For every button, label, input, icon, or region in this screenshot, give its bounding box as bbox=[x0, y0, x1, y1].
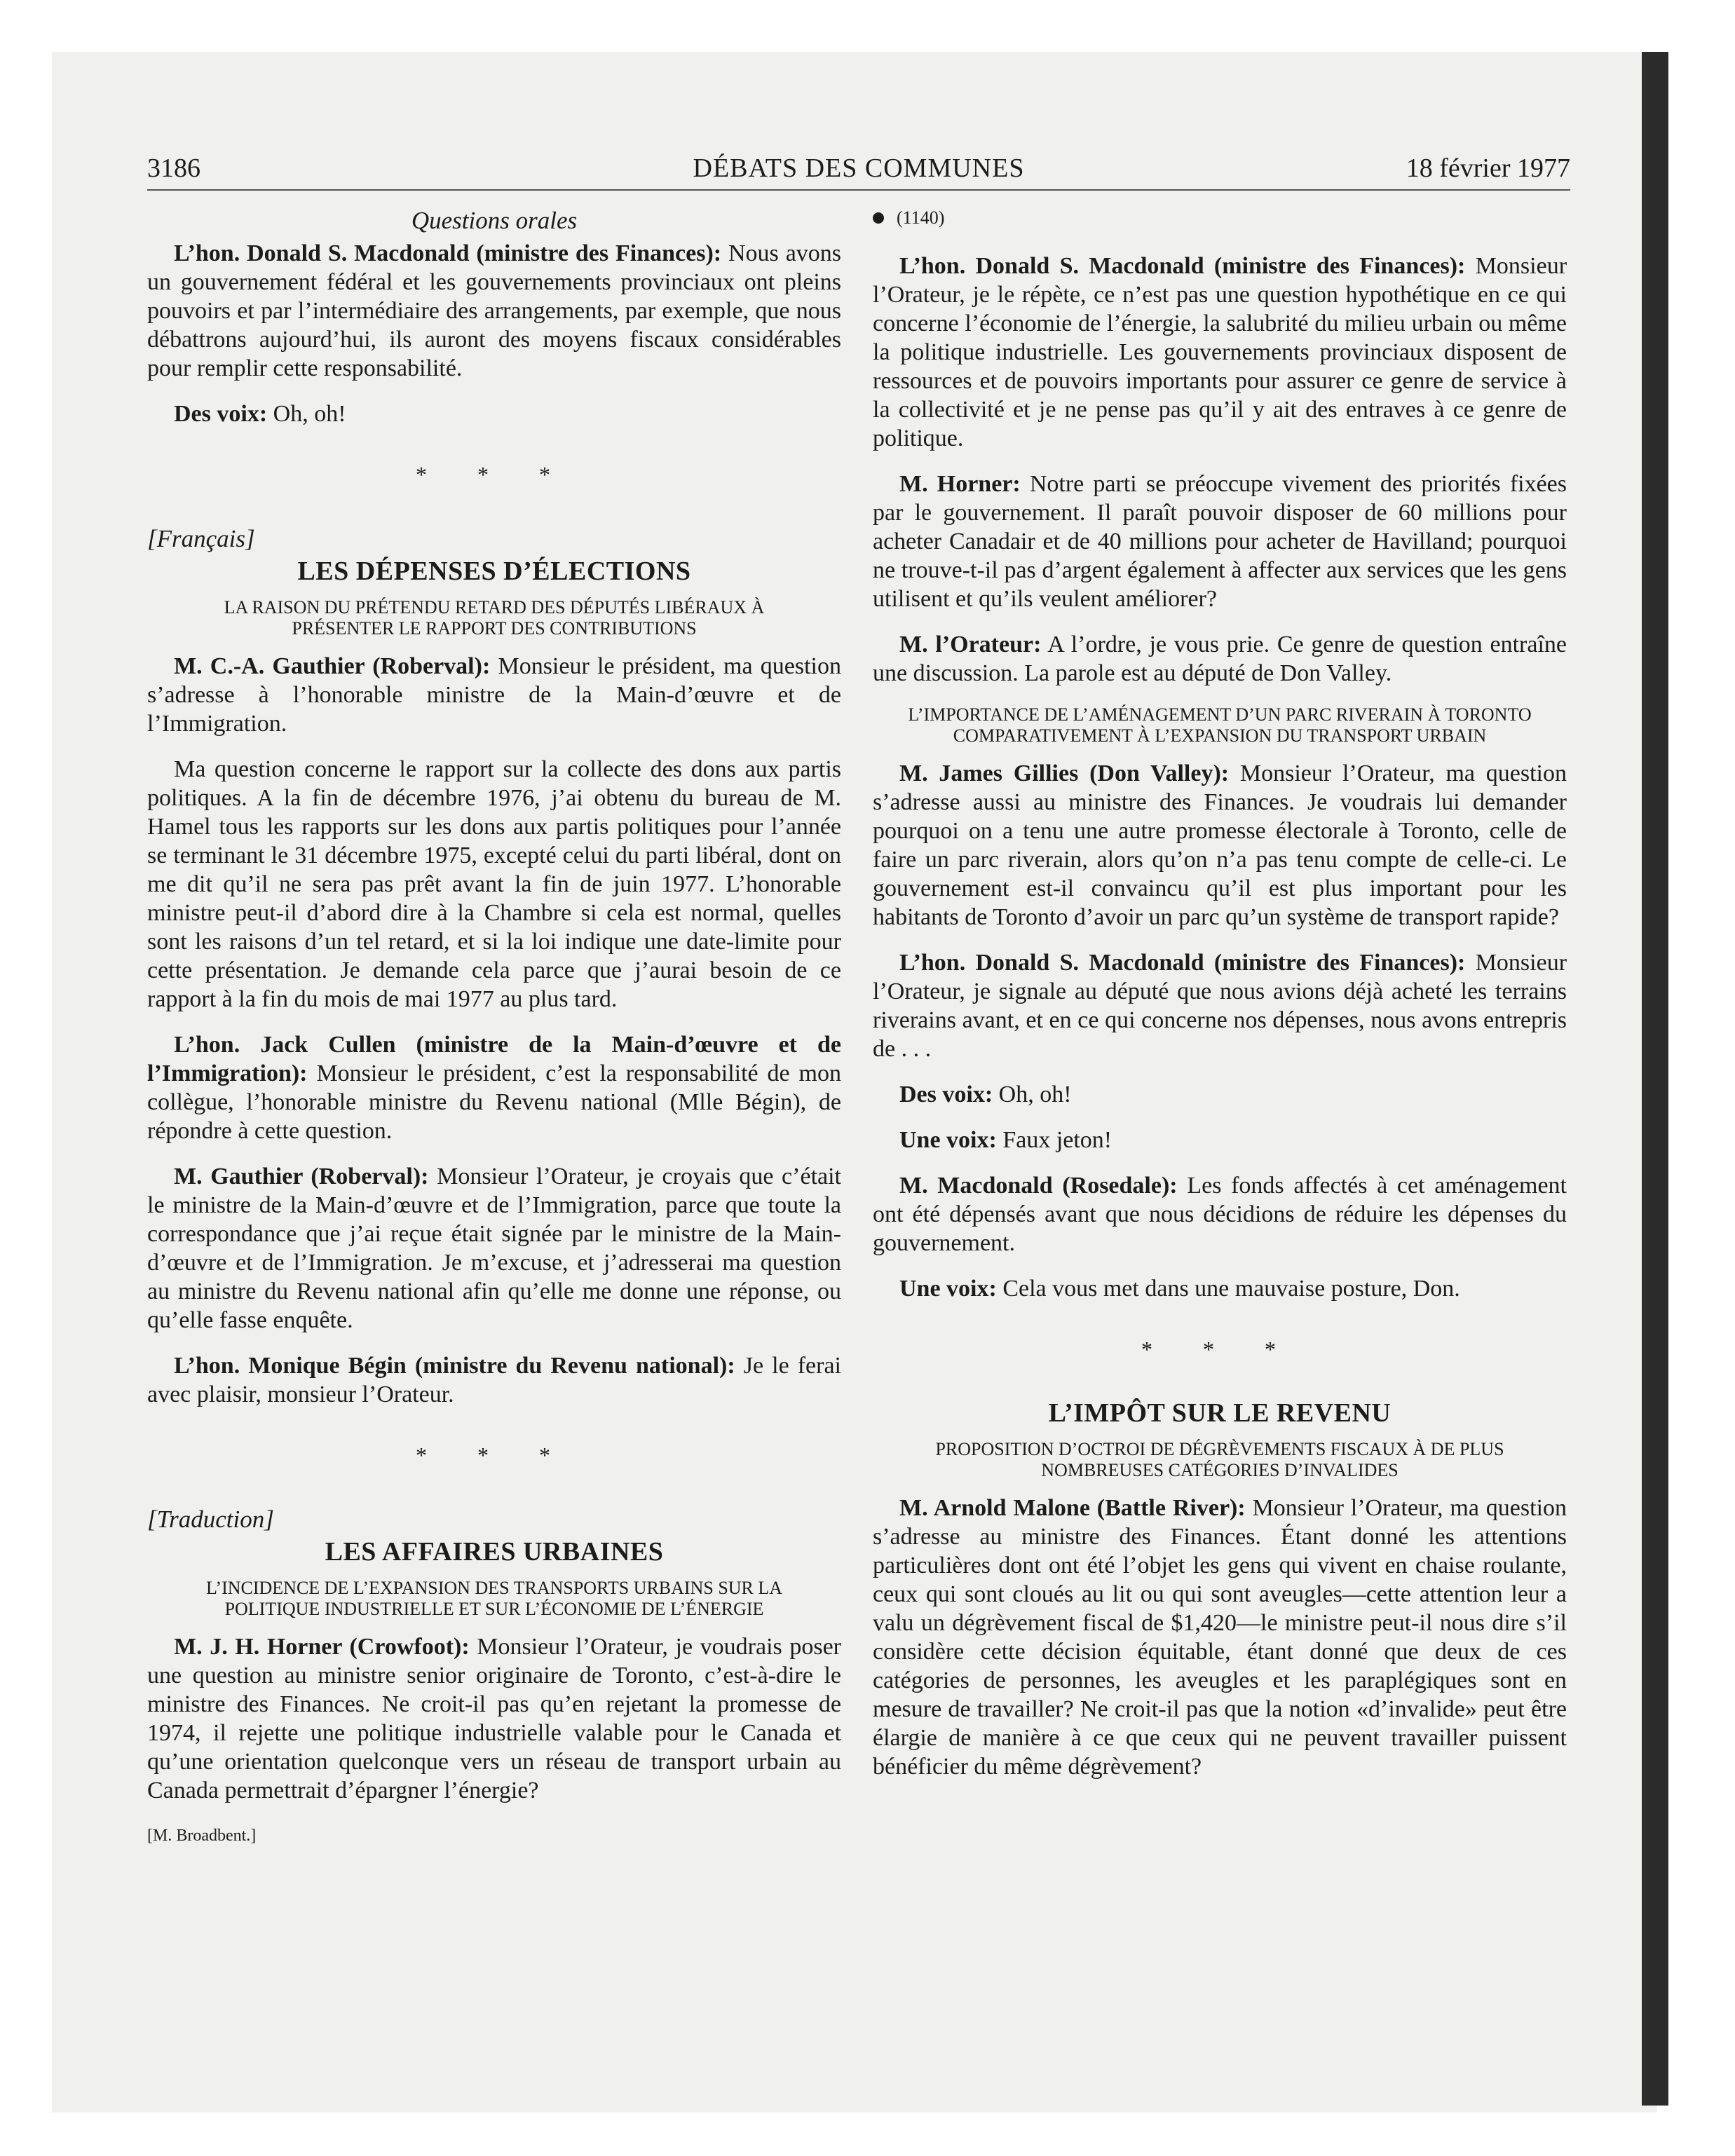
paragraph bbox=[873, 1494, 1567, 1781]
section-heading: LES DÉPENSES D’ÉLECTIONS bbox=[297, 557, 691, 586]
paragraph bbox=[873, 1274, 1567, 1303]
paragraph bbox=[873, 759, 1567, 932]
speaker: M. Macdonald (Rosedale): bbox=[899, 1173, 1178, 1199]
speech: Nous avons un gouvernement fédéral et les gouvernements provinciaux ont pleins pouvoirs et par l’intermédiaire des arrangements, par exemple, que nous débattrons aujourd’hui, ils auront des moyens fiscaux considérables pour remplir cette responsabilité. bbox=[147, 240, 842, 381]
paragraph bbox=[147, 652, 841, 738]
time-marker bbox=[873, 203, 1567, 232]
paragraph bbox=[873, 470, 1567, 613]
speech: Monsieur l’Orateur, ma question s’adresse au ministre des Finances. Étant donné les attentions particulières dont ont été l’objet les gens qui vivent en chaise roulante, ceux qui sont cloués au lit ou qui sont aveugles—cette attention leur a valu un dégrèvement fiscal de $1,420—le ministre peut-il nous dire s’il considère cette décision équitable, étant donné que deux de ces catégories de personnes, les aveugles et les paraplégiques sont en mesure de travailler? Ne croit-il pas que la notion «d’invalide» peut être élargie de manière à ce que ceux qui ne peuvent travailler puissent bénéficier du même dégrèvement? bbox=[873, 1495, 1567, 1780]
section-separator: * * * bbox=[416, 1442, 573, 1468]
paragraph bbox=[873, 948, 1567, 1063]
speaker: L’hon. Donald S. Macdonald (ministre des Finances): bbox=[174, 240, 722, 266]
speaker: Des voix: bbox=[174, 401, 268, 427]
section-separator: * * * bbox=[416, 462, 573, 487]
paragraph bbox=[873, 1171, 1567, 1257]
scan-edge bbox=[1642, 52, 1668, 2106]
section-separator: * * * bbox=[1141, 1337, 1298, 1362]
right-column bbox=[873, 203, 1567, 1798]
speech: Monsieur l’Orateur, je croyais que c’était le ministre de la Main-d’œuvre et de l’Immigration, parce que toute la correspondance que j’ai reçue était signée par le ministre de la Main-d’œuvre et de l’Immigration. Je m’excuse, et j’adresserai ma question au ministre du Revenu national afin qu’elle me donne une réponse, ou qu’elle fasse enquête. bbox=[147, 1164, 841, 1333]
paragraph bbox=[873, 252, 1567, 453]
section-heading: L’IMPÔT SUR LE REVENU bbox=[1048, 1398, 1392, 1428]
speech: Cela vous met dans une mauvaise posture, Don. bbox=[1002, 1276, 1460, 1302]
speech: Monsieur l’Orateur, je signale au député que nous avions déjà acheté les terrains riverains avant, et en ce qui concerne nos dépenses, nous avons entrepris de . . . bbox=[873, 950, 1567, 1062]
paragraph bbox=[873, 630, 1567, 688]
speaker: M. l’Orateur: bbox=[899, 632, 1042, 657]
language-tag: [Traduction] bbox=[147, 1506, 274, 1533]
speaker: M. Arnold Malone (Battle River): bbox=[899, 1495, 1246, 1521]
paragraph bbox=[147, 1632, 841, 1805]
speech: A l’ordre, je vous prie. Ce genre de question entraîne une discussion. La parole est au député de Don Valley. bbox=[873, 632, 1567, 686]
speaker: L’hon. Jack Cullen (ministre de la Main-d’œuvre et de l’Immigration): bbox=[147, 1032, 841, 1086]
speech: Monsieur le président, c’est la responsabilité de mon collègue, l’honorable ministre du Revenu national (Mlle Bégin), de répondre à cette question. bbox=[147, 1060, 842, 1144]
paragraph: Ma question concerne le rapport sur la collecte des dons aux partis politiques. A la fin de décembre 1976, j’ai obtenu du bureau de M. Hamel tous les rapports sur les dons aux partis politiques pour l’année se terminant le 31 décembre 1975, excepté celui du parti libéral, dont on me dit qu’il ne sera pas prêt avant la fin de juin 1977. L’honorable ministre peut-il d’abord dire à la Chambre si cela est normal, quelles sont les raisons d’un tel retard, et si la loi indique une date-limite pour cette présentation. Je demande cela parce que j’aurai besoin de ce rapport à la fin du mois de mai 1977 au plus tard. bbox=[147, 756, 841, 1012]
speaker: Une voix: bbox=[899, 1276, 997, 1302]
section-heading: LES AFFAIRES URBAINES bbox=[325, 1537, 664, 1567]
speech: Monsieur le président, ma question s’adresse à l’honorable ministre de la Main-d’œuvre et de l’Immigration. bbox=[147, 653, 841, 737]
speech: Monsieur l’Orateur, ma question s’adresse aussi au ministre des Finances. Je voudrais lui demander pourquoi on a tenu une autre promesse électorale à Toronto, celle de faire un parc riverain, alors qu’on n’a pas tenu compte de celle-ci. Le gouvernement est-il convaincu qu’il est plus important pour les habitants de Toronto d’avoir un parc qu’un système de transport rapide? bbox=[873, 760, 1567, 930]
paragraph bbox=[147, 1351, 841, 1409]
speech: Monsieur l’Orateur, je le répète, ce n’est pas une question hypothétique en ce qui concerne l’économie de l’énergie, la salubrité du milieu urbain ou même la politique industrielle. Les gouvernements provinciaux disposent de ressources et de pouvoirs importants pour assurer ce genre de service à la collectivité et je ne pense pas qu’il y ait des entraves à ce genre de politique. bbox=[873, 253, 1567, 451]
language-tag: [Français] bbox=[147, 525, 255, 552]
paragraph bbox=[147, 1162, 841, 1335]
bullet-icon bbox=[873, 212, 884, 224]
speaker: M. Gauthier (Roberval): bbox=[174, 1164, 429, 1189]
speaker: Une voix: bbox=[899, 1127, 997, 1153]
speech: Les fonds affectés à cet aménagement ont été dépensés avant que nous décidions de réduire les dépenses du gouvernement. bbox=[873, 1173, 1567, 1256]
section-subheading: LA RAISON DU PRÉTENDU RETARD DES DÉPUTÉS LIBÉRAUX À PRÉSENTER LE RAPPORT DES CONTRIBUTIONS bbox=[224, 597, 765, 639]
paragraph bbox=[147, 1030, 841, 1145]
speaker: L’hon. Monique Bégin (ministre du Revenu national): bbox=[174, 1353, 735, 1379]
paragraph bbox=[873, 1080, 1567, 1109]
left-column bbox=[147, 203, 841, 1850]
speaker: M. J. H. Horner (Crowfoot): bbox=[174, 1634, 470, 1660]
speech: Je le ferai avec plaisir, monsieur l’Orateur. bbox=[147, 1353, 841, 1407]
paragraph bbox=[147, 400, 841, 428]
speech: Monsieur l’Orateur, je voudrais poser une question au ministre senior originaire de Toronto, c’est-à-dire le ministre des Finances. Ne croit-il pas qu’en rejetant la promesse de 1974, il rejette une politique industrielle valable pour le Canada et qu’une orientation quelconque vers un réseau de transport urbain au Canada permettrait d’épargner l’énergie? bbox=[147, 1634, 842, 1803]
page-header bbox=[147, 153, 1570, 191]
section-rubric: Questions orales bbox=[411, 207, 578, 234]
speaker: L’hon. Donald S. Macdonald (ministre des Finances): bbox=[899, 253, 1466, 279]
paragraph bbox=[873, 1126, 1567, 1154]
speaker: Des voix: bbox=[899, 1082, 993, 1107]
time-stamp: (1140) bbox=[897, 207, 945, 228]
speaker-footnote: [M. Broadbent.] bbox=[147, 1827, 257, 1845]
speech: Oh, oh! bbox=[998, 1082, 1072, 1107]
speaker: M. C.-A. Gauthier (Roberval): bbox=[174, 653, 491, 679]
publication-title: DÉBATS DES COMMUNES bbox=[693, 153, 1025, 183]
page-number: 3186 bbox=[147, 153, 200, 183]
speech: Oh, oh! bbox=[273, 401, 346, 427]
section-subheading: L’INCIDENCE DE L’EXPANSION DES TRANSPORTS URBAINS SUR LA POLITIQUE INDUSTRIELLE ET SUR L’ÉCONOMIE DE L’ÉNERGIE bbox=[205, 1578, 783, 1619]
speech: Faux jeton! bbox=[1002, 1127, 1113, 1153]
section-subheading: PROPOSITION D’OCTROI DE DÉGRÈVEMENTS FISCAUX À DE PLUS NOMBREUSES CATÉGORIES D’INVALIDES bbox=[935, 1439, 1504, 1480]
speaker: M. Horner: bbox=[899, 471, 1021, 497]
section-subheading: L’IMPORTANCE DE L’AMÉNAGEMENT D’UN PARC RIVERAIN À TORONTO COMPARATIVEMENT À L’EXPANSION DU TRANSPORT URBAIN bbox=[908, 704, 1532, 746]
paragraph bbox=[147, 239, 841, 383]
speaker: M. James Gillies (Don Valley): bbox=[899, 760, 1230, 786]
publication-date: 18 février 1977 bbox=[1406, 153, 1570, 183]
speech: Notre parti se préoccupe vivement des priorités fixées par le gouvernement. Il paraît pouvoir disposer de 60 millions pour acheter Canadair et de 40 millions pour acheter de Havilland; pourquoi ne trouve-t-il pas d’argent également à affecter aux services que les gens utilisent et qu’ils veulent améliorer? bbox=[873, 471, 1567, 612]
speaker: L’hon. Donald S. Macdonald (ministre des Finances): bbox=[899, 950, 1466, 976]
